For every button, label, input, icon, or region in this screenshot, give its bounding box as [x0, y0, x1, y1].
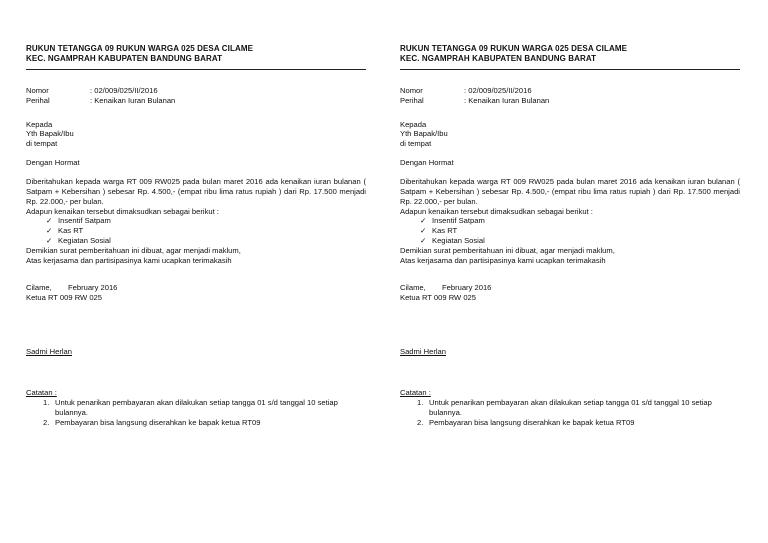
- list-item: [46, 226, 366, 236]
- list-item: [420, 236, 740, 246]
- perihal-value: : Kenaikan Iuran Bulanan: [90, 95, 176, 105]
- closing-line-1: Demikian surat pemberitahuan ini dibuat, agar menjadi maklum,: [400, 245, 615, 255]
- date: February 2016: [68, 282, 118, 292]
- check-icon: ✓: [420, 226, 427, 236]
- list-item-text: Insentif Satpam: [58, 216, 111, 226]
- recipient-block: [400, 120, 740, 150]
- header-divider: [400, 69, 740, 70]
- signer-name: Sadmi Herlan: [26, 347, 73, 357]
- perihal-label: Perihal: [26, 95, 50, 105]
- note-item: [417, 398, 740, 418]
- list-item: [420, 226, 740, 236]
- recipient-line: Kepada: [26, 119, 53, 129]
- check-icon: ✓: [420, 216, 427, 226]
- letter-meta: [400, 86, 740, 106]
- body-paragraph-1: Diberitahukan kepada warga RT 009 RW025 pada bulan maret 2016 ada kenaikan iuran bulanan ( Satpam + Kebersihan ) sebesar Rp. 4.500,- (empat ribu lima ratus rupiah ) dari Rp. 17.500 menjadi Rp. 22.000,- per bulan.: [400, 176, 740, 206]
- date-row: [26, 283, 366, 293]
- date-row: [400, 283, 740, 293]
- notes-section: [400, 388, 740, 427]
- notes-title: Catatan :: [400, 388, 431, 398]
- date: February 2016: [442, 282, 492, 292]
- recipient-line: Kepada: [400, 119, 427, 129]
- nomor-value: : 02/009/025/II/2016: [90, 85, 158, 95]
- nomor-value: : 02/009/025/II/2016: [464, 85, 532, 95]
- header-line-2: KEC. NGAMPRAH KABUPATEN BANDUNG BARAT: [400, 54, 597, 64]
- list-item-text: Kegiatan Sosial: [432, 236, 485, 246]
- body-paragraph-1: Diberitahukan kepada warga RT 009 RW025 pada bulan maret 2016 ada kenaikan iuran bulanan ( Satpam + Kebersihan ) sebesar Rp. 4.500,- (empat ribu lima ratus rupiah ) dari Rp. 17.500 menjadi Rp. 22.000,- per bulan.: [26, 176, 366, 206]
- note-number: 1.: [43, 398, 50, 408]
- check-icon: ✓: [46, 236, 53, 246]
- greeting: Dengan Hormat: [400, 158, 454, 168]
- nomor-label: Nomor: [400, 85, 423, 95]
- body-paragraph-2: Adapun kenaikan tersebut dimaksudkan sebagai berikut :: [26, 206, 219, 216]
- notes-section: [26, 388, 366, 427]
- note-text: Untuk penarikan pembayaran akan dilakukan setiap tangga 01 s/d tanggal 10 setiap bulannya.: [55, 398, 338, 417]
- perihal-value: : Kenaikan Iuran Bulanan: [464, 95, 550, 105]
- recipient-line: di tempat: [26, 139, 58, 149]
- list-item: [46, 236, 366, 246]
- note-number: 1.: [417, 398, 424, 408]
- list-item-text: Kas RT: [58, 226, 84, 236]
- purpose-list: [26, 216, 366, 246]
- signer-title: Ketua RT 009 RW 025: [26, 292, 102, 302]
- note-item: [43, 418, 366, 428]
- signer-name: Sadmi Herlan: [400, 347, 447, 357]
- letter-right: [400, 44, 740, 428]
- recipient-line: di tempat: [400, 139, 432, 149]
- check-icon: ✓: [420, 236, 427, 246]
- notes-list: [26, 398, 366, 428]
- body-paragraph-2: Adapun kenaikan tersebut dimaksudkan sebagai berikut :: [400, 206, 593, 216]
- list-item-text: Kas RT: [432, 226, 458, 236]
- letter-meta: [26, 86, 366, 106]
- place: Cilame,: [400, 282, 426, 292]
- letter-left: [26, 44, 366, 428]
- purpose-list: [400, 216, 740, 246]
- note-number: 2.: [417, 417, 424, 427]
- recipient-block: [26, 120, 366, 150]
- list-item: [420, 216, 740, 226]
- check-icon: ✓: [46, 216, 53, 226]
- note-text: Untuk penarikan pembayaran akan dilakukan setiap tangga 01 s/d tanggal 10 setiap bulannya.: [429, 398, 712, 417]
- list-item: [46, 216, 366, 226]
- closing-line-1: Demikian surat pemberitahuan ini dibuat, agar menjadi maklum,: [26, 245, 241, 255]
- list-item-text: Insentif Satpam: [432, 216, 485, 226]
- nomor-label: Nomor: [26, 85, 49, 95]
- recipient-line: Yth Bapak/Ibu: [26, 129, 74, 139]
- notes-title: Catatan :: [26, 388, 57, 398]
- place: Cilame,: [26, 282, 52, 292]
- list-item-text: Kegiatan Sosial: [58, 236, 111, 246]
- note-number: 2.: [43, 417, 50, 427]
- header-line-1: RUKUN TETANGGA 09 RUKUN WARGA 025 DESA CILAME: [26, 44, 254, 53]
- closing-line-2: Atas kerjasama dan partisipasinya kami ucapkan terimakasih: [400, 255, 606, 265]
- note-text: Pembayaran bisa langsung diserahkan ke bapak ketua RT09: [55, 417, 261, 427]
- recipient-line: Yth Bapak/Ibu: [400, 129, 448, 139]
- greeting: Dengan Hormat: [26, 158, 80, 168]
- note-item: [43, 398, 366, 418]
- notes-list: [400, 398, 740, 428]
- header-divider: [26, 69, 366, 70]
- header-line-1: RUKUN TETANGGA 09 RUKUN WARGA 025 DESA CILAME: [400, 44, 628, 53]
- signer-title: Ketua RT 009 RW 025: [400, 292, 476, 302]
- check-icon: ✓: [46, 226, 53, 236]
- note-text: Pembayaran bisa langsung diserahkan ke bapak ketua RT09: [429, 417, 635, 427]
- header-line-2: KEC. NGAMPRAH KABUPATEN BANDUNG BARAT: [26, 54, 223, 64]
- perihal-label: Perihal: [400, 95, 424, 105]
- note-item: [417, 418, 740, 428]
- closing-line-2: Atas kerjasama dan partisipasinya kami ucapkan terimakasih: [26, 255, 232, 265]
